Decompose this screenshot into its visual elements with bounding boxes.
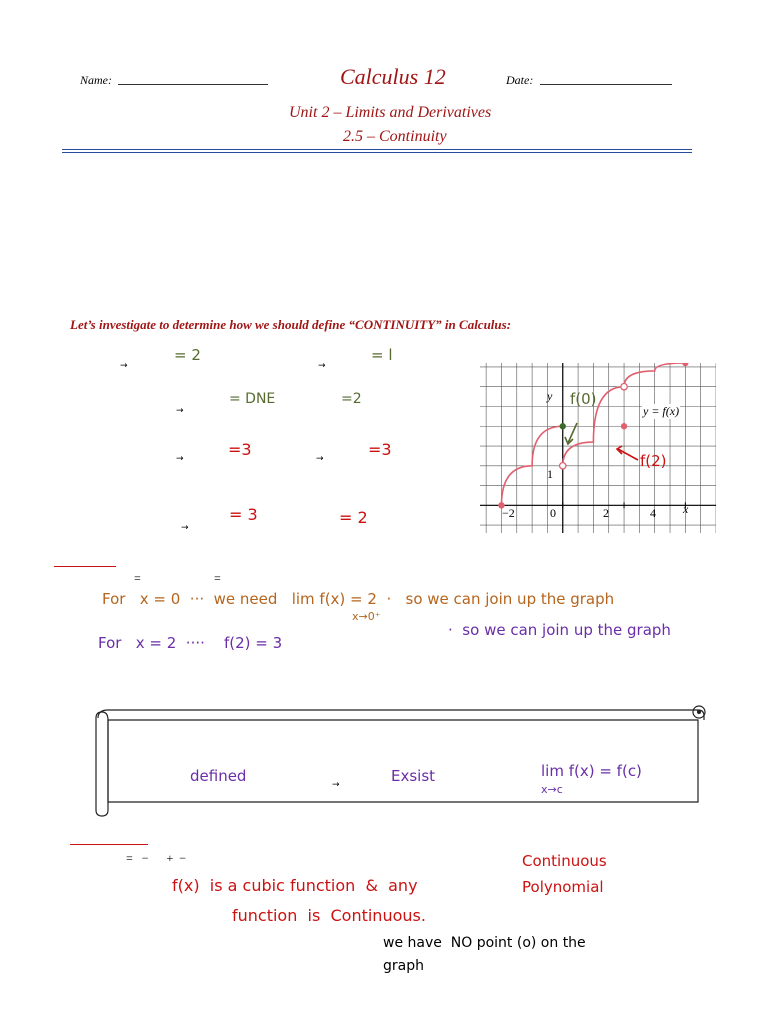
limit-r3b: =3 <box>368 440 392 459</box>
note-line-1-sub: x→0⁺ <box>352 610 381 623</box>
note-line-2: For x = 2 ···· f(2) = 3 <box>98 634 283 652</box>
limit-r1b: = l <box>371 346 393 364</box>
example-signs: = − + − <box>126 851 187 865</box>
date-field[interactable] <box>540 84 672 85</box>
example-cubic-2: function is Continuous. <box>232 906 426 925</box>
scroll-limit-eq: lim f(x) = f(c) <box>541 762 642 780</box>
eq-sep-2: = <box>214 571 221 585</box>
limit-r3a: =3 <box>228 440 252 459</box>
note-line-1: For x = 0 ··· we need lim f(x) = 2 · so we can join up the graph <box>102 590 615 608</box>
limit-r2a: = DNE <box>229 391 276 407</box>
limit-r4a: = 3 <box>229 505 258 524</box>
scroll-limit-sub: x→c <box>541 783 563 796</box>
arrow-1a: → <box>120 361 128 371</box>
graph-tick-2: 2 <box>603 506 609 520</box>
intro-text: Let’s investigate to determine how we should define “CONTINUITY” in Calculus: <box>70 317 512 332</box>
section-title: 2.5 – Continuity <box>343 128 447 145</box>
date-label: Date: <box>506 73 534 87</box>
example-cubic-1: f(x) is a cubic function & any <box>172 876 418 895</box>
note-line-2-tail: · so we can join up the graph <box>448 621 671 639</box>
open-point <box>621 384 627 390</box>
example-blank <box>70 844 148 845</box>
header-rule-2 <box>62 152 692 153</box>
name-field[interactable] <box>118 84 268 85</box>
graph-f2-note: f(2) <box>640 452 667 470</box>
scroll-banner <box>86 700 716 820</box>
example-continuous: Continuous <box>522 852 607 870</box>
arrow-2a: → <box>176 406 184 416</box>
graph-tick-0: 0 <box>550 506 556 520</box>
graph-x-label: x <box>683 502 689 516</box>
arrow-3a: → <box>176 454 184 464</box>
graph-y-label: y <box>547 389 553 403</box>
graph-f0-note: f(0) <box>570 390 597 408</box>
arrow-4a: → <box>181 523 189 533</box>
annotation-arrows <box>560 415 650 470</box>
graph-tick-1: 1 <box>547 467 553 481</box>
arrow-1b: → <box>318 361 326 371</box>
example-nopoint-1: we have NO point (o) on the <box>383 935 586 951</box>
limit-r4b: = 2 <box>339 508 368 527</box>
notes-blank <box>54 566 116 567</box>
scroll-defined: defined <box>190 767 247 785</box>
filled-point <box>682 363 688 366</box>
graph-tick-4: 4 <box>650 506 656 520</box>
example-polynomial: Polynomial <box>522 878 604 896</box>
graph-func-label: y = f(x) <box>643 404 680 418</box>
course-title: Calculus 12 <box>340 64 446 89</box>
eq-sep-1: = <box>134 571 141 585</box>
header-rule <box>62 149 692 150</box>
limit-r1a: = 2 <box>174 346 201 364</box>
scroll-exsist: Exsist <box>391 767 436 785</box>
scroll-arrow: → <box>332 780 340 790</box>
name-label: Name: <box>80 73 112 87</box>
example-nopoint-2: graph <box>383 958 424 974</box>
limit-r2b: =2 <box>341 391 362 407</box>
arrow-3b: → <box>316 454 324 464</box>
graph-tick-neg2: −2 <box>502 506 515 520</box>
unit-title: Unit 2 – Limits and Derivatives <box>289 104 492 121</box>
